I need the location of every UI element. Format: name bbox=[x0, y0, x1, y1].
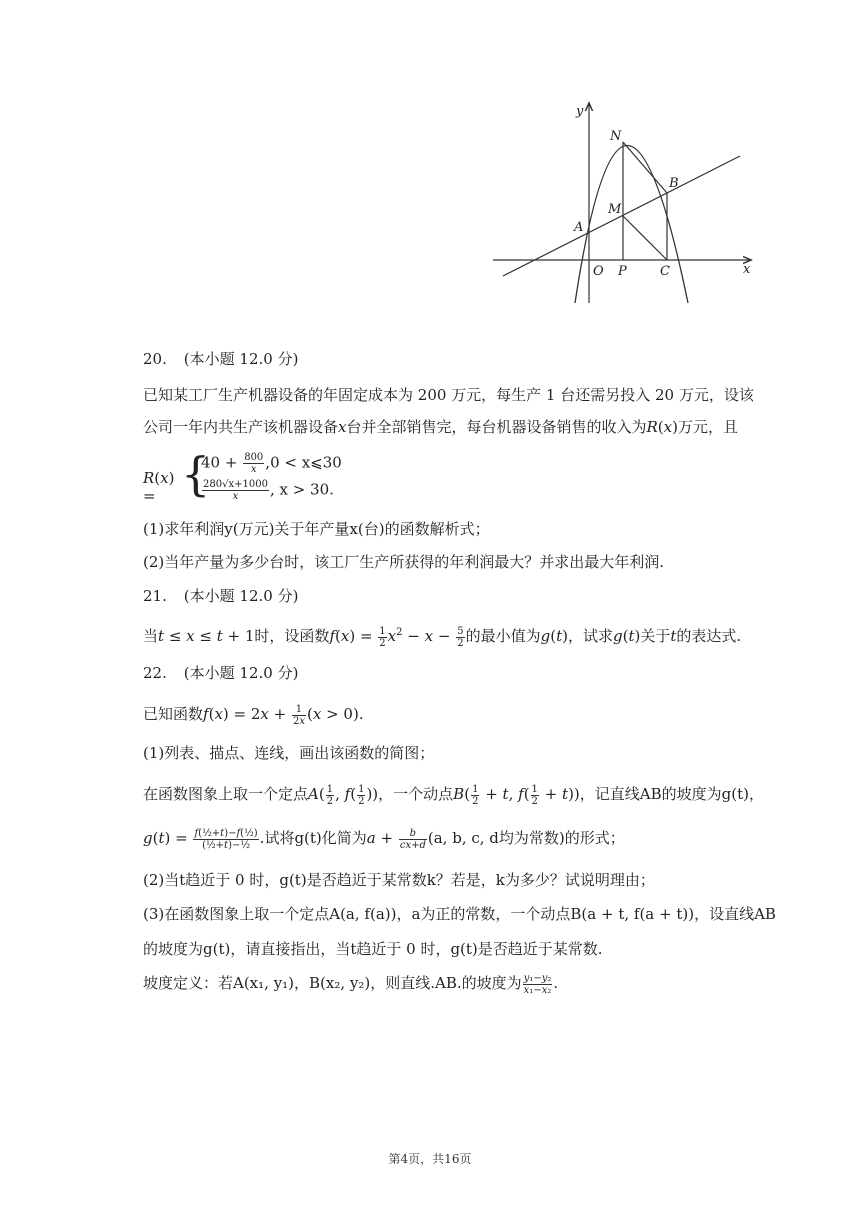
q22-intro: 已知函数f(x) = 2x + $\frac{1}{2x}$ (x > 0). bbox=[143, 703, 364, 727]
label-c: C bbox=[660, 264, 670, 279]
q20-line2: 公司一年内共生产该机器设备x台并全部销售完，每台机器设备销售的收入为R(x)万元，且 bbox=[143, 418, 738, 436]
q22-number: 22. bbox=[143, 664, 167, 682]
q20-line1: 已知某工厂生产机器设备的年固定成本为 200 万元，每生产 1 台还需另投入 20 万元，设该 bbox=[143, 386, 754, 404]
page-footer: 第4页，共16页 bbox=[388, 1152, 472, 1166]
q20-header bbox=[143, 348, 298, 370]
segment-mc bbox=[623, 216, 667, 260]
q21-score: (本小题 12.0 分) bbox=[183, 587, 299, 605]
q22-slope-definition: 坡度定义：若A(x₁, y₁)，B(x₂, y₂)，则直线.AB.的坡度为 $\frac{\text{y₁−y₂}}{\text{x₁−x₂}}$ . bbox=[143, 972, 559, 996]
label-m: M bbox=[608, 202, 622, 217]
q21-text: 当t ≤ x ≤ t + 1时，设函数f(x) = $\frac{1}{2}$ $x^2 - x$ − $\frac{5}{2}$ 的最小值为g(t)，试求g(t)关于t的表达式. bbox=[143, 625, 742, 649]
label-p: P bbox=[618, 264, 627, 279]
q22-part3-a: (3)在函数图象上取一个定点A(a, f(a))，a为正的常数，一个动点B(a + t, f(a + t))，设直线AB bbox=[143, 905, 776, 923]
label-a: A bbox=[574, 220, 584, 235]
label-o: O bbox=[593, 264, 604, 279]
q21-header bbox=[143, 585, 298, 607]
label-y: y bbox=[576, 104, 584, 119]
q20-part2: (2)当年产量为多少台时，该工厂生产所获得的年利润最大？并求出最大年利润. bbox=[143, 553, 665, 571]
q22-part3-b: 的坡度为g(t)，请直接指出，当t趋近于 0 时，g(t)是否趋近于某常数. bbox=[143, 940, 603, 958]
q22-part1: (1)列表、描点、连线，画出该函数的简图； bbox=[143, 744, 435, 762]
q20-score: (本小题 12.0 分) bbox=[183, 350, 299, 368]
q22-gt-def: g(t) = $\frac{\text{f(½+t)−f(½)}}{\text{(½+t)−½}}$ .试将g(t)化简为a + $\frac{b}{cx+d}$ (a, b, c, d均为常数)的形式； bbox=[143, 827, 625, 851]
label-n: N bbox=[610, 129, 622, 144]
q22-part2: (2)当t趋近于 0 时，g(t)是否趋近于某常数k？若是，k为多少？试说明理由； bbox=[143, 871, 655, 889]
label-x: x bbox=[743, 262, 751, 277]
q20-number: 20. bbox=[143, 350, 167, 368]
q22-header bbox=[143, 662, 298, 684]
q22-score: (本小题 12.0 分) bbox=[183, 664, 299, 682]
q20-part1: (1)求年利润y(万元)关于年产量x(台)的函数解析式； bbox=[143, 520, 490, 538]
segment-nb bbox=[623, 142, 667, 193]
geometry-figure bbox=[488, 98, 760, 310]
q22-take-points: 在函数图象上取一个定点A( $\frac{1}{2}$ , f( $\frac{1}{2}$ ))，一个动点B( $\frac{1}{2}$ + t, f( $\frac{1}{2}$ + t))，记直线AB的坡度为g(t)， bbox=[143, 783, 764, 807]
label-b: B bbox=[669, 176, 679, 191]
q21-number: 21. bbox=[143, 587, 167, 605]
line-ab bbox=[503, 156, 740, 276]
